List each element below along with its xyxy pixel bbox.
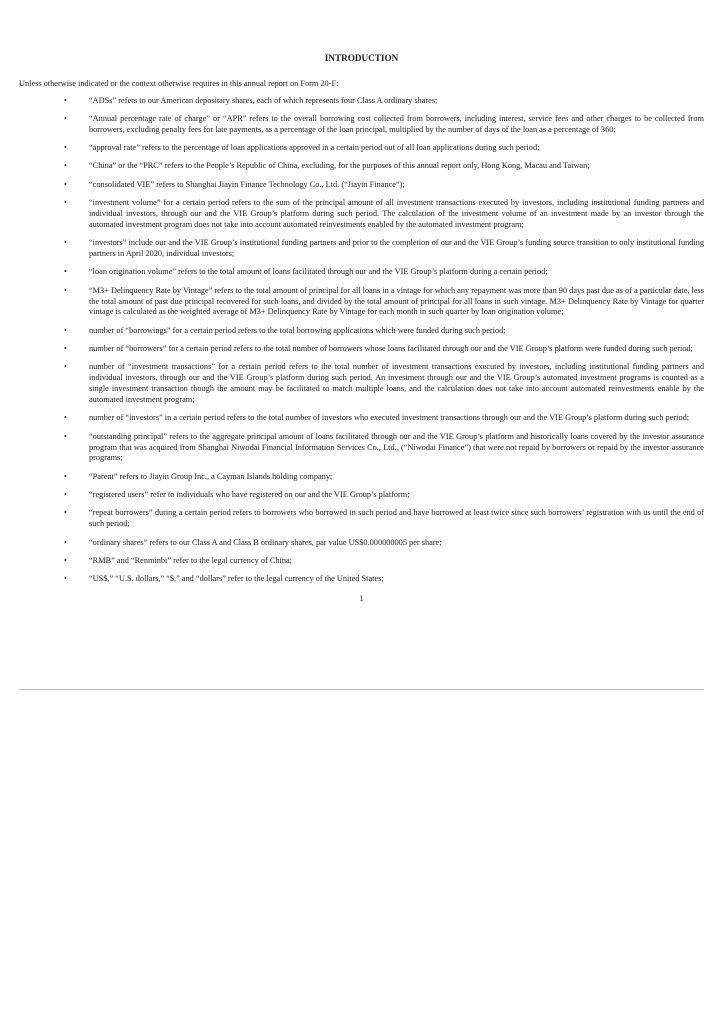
- definition-item: [19, 344, 704, 355]
- definition-text: number of “investment transactions” for a certain period refers to the total number of investment transactions executed by investors, including institutional funding partners and individual investors, through our and the VIE Group’s platform during such period. An investment through our and the VIE Group’s automated investment programs is counted as a single investment transaction though the amount may be facilitated to match multiple loans, and the calculation does not take into account automated reinvestments enable by the automated investment program;: [89, 362, 704, 405]
- definition-text: number of “investors” in a certain period refers to the total number of investors who executed investment transactions through our and the VIE Group’s platform during such period;: [89, 413, 690, 423]
- bullet-icon: •: [64, 113, 67, 123]
- bullet-icon: •: [64, 238, 67, 248]
- bullet-icon: •: [64, 490, 67, 500]
- definition-item: [19, 326, 704, 337]
- definition-text: “ADSs” refers to our American depositary shares, each of which represents four Class A ordinary shares;: [89, 95, 438, 105]
- definition-text: “registered users” refer to individuals who have registered on our and the VIE Group’s platform;: [89, 490, 410, 500]
- definition-item: [19, 432, 704, 465]
- footer-divider: [19, 689, 704, 690]
- definition-text: number of “borrowings” for a certain period refers to the total borrowing applications which were funded during such period;: [89, 325, 506, 335]
- bullet-icon: •: [64, 413, 67, 423]
- definition-text: “US$,” “U.S. dollars,” “$,” and “dollars” refer to the legal currency of the United States;: [89, 574, 384, 584]
- definition-item: [19, 362, 704, 406]
- page-number: 1: [359, 594, 364, 604]
- definition-item: [19, 472, 704, 483]
- definitions-list: [19, 96, 704, 585]
- bullet-icon: •: [64, 362, 67, 372]
- bullet-icon: •: [64, 537, 67, 547]
- definition-text: “repeat borrowers” during a certain period refers to borrowers who borrowed in such period and have borrowed at least twice since such borrowers’ registration with us until the end of such period;: [89, 508, 704, 529]
- definition-text: “ordinary shares” refers to our Class A and Class B ordinary shares, par value US$0.000000005 per share;: [89, 537, 442, 547]
- definition-text: “consolidated VIE” refers to Shanghai Jiayin Finance Technology Co., Ltd. (“Jiayin Finance”);: [89, 179, 405, 189]
- definition-item: [19, 574, 704, 585]
- bullet-icon: •: [64, 508, 67, 518]
- definition-item: [19, 413, 704, 424]
- definition-item: [19, 114, 704, 136]
- definition-text: “Parent” refers to Jiayin Group Inc., a Cayman Islands holding company;: [89, 471, 333, 481]
- definition-item: [19, 490, 704, 501]
- definition-item: [19, 538, 704, 549]
- bullet-icon: •: [64, 143, 67, 153]
- definition-item: [19, 161, 704, 172]
- bullet-icon: •: [64, 197, 67, 207]
- definition-item: [19, 198, 704, 231]
- definition-text: “loan origination volume” refers to the total amount of loans facilitated through our and the VIE Group’s platform during a certain period;: [89, 267, 548, 277]
- definition-text: “investment volume” for a certain period refers to the sum of the principal amount of all investment transactions executed by investors, including institutional funding partners and individual investors, through our and the VIE Group’s platform during such period. The calculation of the investment volume of an investment made by an investor through the automated investment program does not take into account automated reinvestments enabled by the automated investment program;: [89, 197, 704, 229]
- bullet-icon: •: [64, 471, 67, 481]
- bullet-icon: •: [64, 574, 67, 584]
- definition-text: “China” or the “PRC” refers to the People’s Republic of China, excluding, for the purposes of this annual report only, Hong Kong, Macau and Taiwan;: [89, 161, 590, 171]
- bullet-icon: •: [64, 267, 67, 277]
- bullet-icon: •: [64, 344, 67, 353]
- definition-item: [19, 508, 704, 530]
- definition-text: “RMB” and “Renminbi” refer to the legal currency of China;: [89, 555, 292, 565]
- bullet-icon: •: [64, 325, 67, 335]
- intro-paragraph: Unless otherwise indicated or the context otherwise requires in this annual report on Form 20-F:: [19, 79, 339, 88]
- definition-text: “approval rate” refers to the percentage of loan applications approved in a certain period out of all loan applications during such period;: [89, 143, 540, 153]
- bullet-icon: •: [64, 179, 67, 189]
- definition-text: “outstanding principal” refers to the aggregate principal amount of loans facilitated through our and the VIE Group’s platform and historically loans covered by the investor assurance program that was acquired from Shanghai Niwodai Financial Information Services Co., Ltd., (“Niwodai Finance”) that were not repaid by borrowers or repaid by the investor assurance programs;: [89, 431, 704, 463]
- bullet-icon: •: [64, 555, 67, 565]
- definition-text: “investors” include our and the VIE Group’s institutional funding partners and prior to the completion of our and the VIE Group’s funding source transition to only institutional funding partners in April 2020, individual investors;: [89, 238, 704, 258]
- bullet-icon: •: [64, 161, 67, 171]
- page-title: INTRODUCTION: [324, 53, 399, 63]
- bullet-icon: •: [64, 95, 67, 105]
- definition-item: [19, 180, 704, 191]
- bullet-icon: •: [64, 431, 67, 441]
- definition-item: [19, 238, 704, 260]
- definition-item: [19, 267, 704, 278]
- definition-item: [19, 96, 704, 107]
- definition-item: [19, 286, 704, 319]
- definition-item: [19, 143, 704, 154]
- definition-item: [19, 556, 704, 567]
- definition-text: number of “borrowers” for a certain period refers to the total number of borrowers whose loans facilitated through our and the VIE Group’s platform were funded during such period;: [89, 344, 693, 353]
- document-page: [19, 52, 704, 604]
- bullet-icon: •: [64, 285, 67, 295]
- definition-text: “Annual percentage rate of charge” or “APR” refers to the overall borrowing cost collected from borrowers, including interest, service fees and other charges to be collected from borrowers, excluding penalty fees for late payments, as a percentage of the loan principal, multiplied by the number of days of the loan as a percentage of 360;: [89, 113, 704, 134]
- definition-text: “M3+ Delinquency Rate by Vintage” refers to the total amount of principal for all loans in a vintage for which any repayment was more than 90 days past due as of a particular date, less the total amount of past due principal recovered for such loans, and divided by the total amount of principal for all loans in such vintage. M3+ Delinquency Rate by Vintage for quarter vintage is calculated as the weighted average of M3+ Delinquency Rate by Vintage for each month in such quarter by loan origination volume;: [89, 285, 704, 317]
